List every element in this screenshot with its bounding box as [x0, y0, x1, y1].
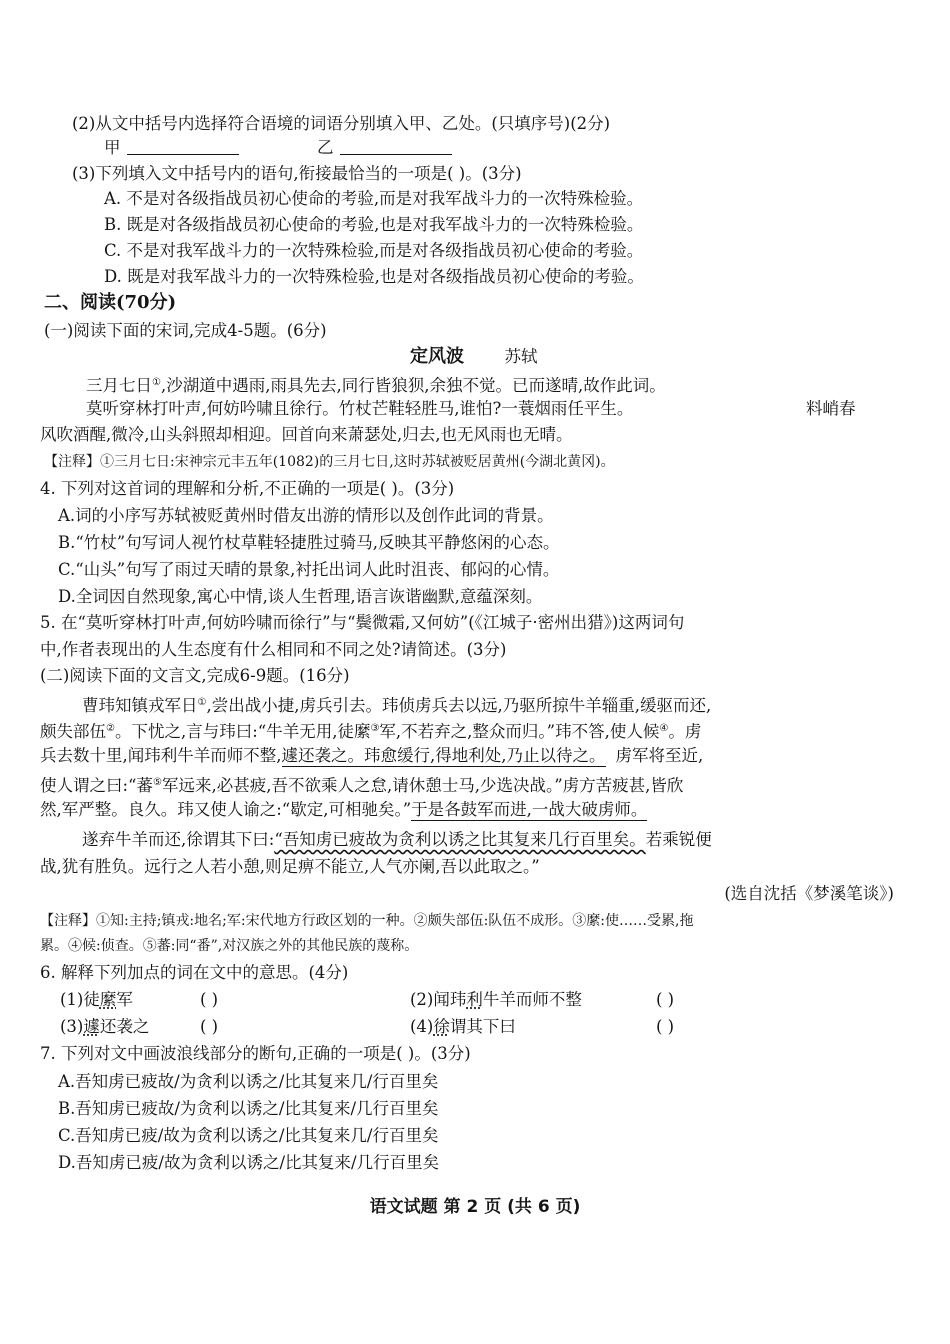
footnote-marker: ② — [106, 723, 115, 734]
poem-title: 定风波 — [410, 346, 464, 367]
classical-text-line-5 — [40, 799, 647, 821]
item-text: (4) — [410, 1017, 434, 1036]
classical-note-line-1: 【注释】①知:主持;镇戎:地名;军:宋代地方行政区划的一种。②颇失部伍:队伍不成形。③縻:使……受累,拖 — [40, 913, 694, 929]
footnote-marker: ④ — [659, 723, 669, 734]
text-source: (选自沈括《梦溪笔谈》) — [724, 884, 894, 903]
fill-blanks-row — [104, 137, 452, 159]
underlined-sentence: 于是各鼓军而进,一战大破虏师。 — [411, 800, 648, 819]
question-3-3: (3)下列填入文中括号内的语句,衔接最恰当的一项是( )。(3分) — [72, 164, 522, 183]
question-3-2: (2)从文中括号内选择符合语境的词语分别填入甲、乙处。(只填序号)(2分) — [72, 114, 611, 133]
text-segment: 。虏 — [668, 722, 702, 741]
question-5-line-1: 5. 在“莫听穿林打叶声,何妨吟啸而徐行”与“鬓微霜,又何妨”(《江城子·密州出猎》)这两词句 — [40, 613, 685, 632]
q6-item-4-answer[interactable]: ( ) — [656, 1017, 675, 1036]
q6-item-1-answer[interactable]: ( ) — [200, 990, 219, 1009]
blank-yi-line[interactable] — [340, 138, 452, 155]
q6-item-2 — [410, 989, 582, 1011]
preface-text: ,沙湖道中遇雨,雨具先去,同行皆狼狈,余独不觉。已而遂晴,故作此词。 — [160, 376, 666, 395]
blank-jia-label: 甲 — [104, 138, 121, 157]
footnote-marker: ① — [152, 377, 161, 388]
text-segment: 若乘锐便 — [645, 830, 712, 849]
classical-text-line-3 — [40, 745, 703, 767]
dotted-word: 徐 — [433, 1017, 450, 1036]
q4-option-a: A.词的小序写苏轼被贬黄州时借友出游的情形以及创作此词的背景。 — [58, 506, 554, 525]
poem-line-1: 莫听穿林打叶声,何妨吟啸且徐行。竹杖芒鞋轻胜马,谁怕?一蓑烟雨任平生。 — [86, 399, 634, 418]
item-text: (2)闻玮 — [410, 990, 467, 1009]
poem-note: 【注释】①三月七日:宋神宗元丰五年(1082)的三月七日,这时苏轼被贬居黄州(今湖北黄冈)。 — [44, 454, 615, 470]
classical-text-line-2 — [40, 718, 701, 743]
footnote-marker: ⑤ — [153, 777, 162, 788]
q4-option-c: C.“山头”句写了雨过天晴的景象,衬托出词人此时沮丧、郁闷的心情。 — [58, 560, 560, 579]
q3-option-d: D. 既是对我军战斗力的一次特殊检验,也是对各级指战员初心使命的考验。 — [104, 267, 644, 286]
text-segment: 颇失部伍 — [40, 722, 106, 741]
q7-option-a: A.吾知虏已疲故/为贪利以诱之/比其复来几/行百里矣 — [58, 1072, 439, 1091]
footnote-marker: ③ — [370, 723, 380, 734]
q6-item-3 — [60, 1016, 149, 1038]
preface-text: 三月七日 — [86, 376, 152, 395]
question-7: 7. 下列对文中画波浪线部分的断句,正确的一项是( )。(3分) — [40, 1044, 471, 1063]
q3-option-b: B. 既是对各级指战员初心使命的考验,也是对我军战斗力的一次特殊检验。 — [104, 215, 644, 234]
underlined-sentence: 遽还袭之。玮愈缓行,得地利处,乃止以待之。 — [281, 746, 606, 765]
poem-line-2: 风吹酒醒,微冷,山头斜照却相迎。回首向来萧瑟处,归去,也无风雨也无晴。 — [40, 425, 573, 444]
text-segment: 然,军严整。良久。玮又使人谕之:“歇定,可相驰矣。” — [40, 800, 412, 819]
blank-jia-line[interactable] — [127, 138, 239, 155]
wavy-underlined-sentence: “吾知虏已疲故为贪利以诱之比其复来几行百里矣。 — [274, 830, 646, 849]
text-segment: 兵去数十里,闻玮利牛羊而师不整, — [40, 746, 282, 765]
q6-item-4 — [410, 1016, 516, 1038]
text-segment: 军远来,必甚疲,吾不欲乘人之怠,请休憩士马,少选决战。”虏方苦疲甚,皆欣 — [161, 776, 684, 795]
text-segment: ,尝出战小捷,虏兵引去。玮侦虏兵去以远,乃驱所掠牛羊辎重,缓驱而还, — [206, 696, 712, 715]
item-text: 牛羊而师不整 — [482, 990, 582, 1009]
classical-text-line-4 — [40, 772, 683, 797]
q4-option-b: B.“竹杖”句写词人视竹杖草鞋轻捷胜过骑马,反映其平静悠闲的心态。 — [58, 533, 560, 552]
text-segment: 虏军将至近, — [615, 746, 704, 765]
text-segment: 。下忧之,言与玮曰:“牛羊无用,徒縻 — [114, 722, 371, 741]
item-text: (3) — [60, 1017, 84, 1036]
classical-text-line-6 — [82, 829, 712, 851]
q6-item-2-answer[interactable]: ( ) — [656, 990, 675, 1009]
poem-title-row — [410, 346, 538, 368]
classical-text-line-7: 战,犹有胜负。远行之人若小憩,则足痹不能立,人气亦阑,吾以此取之。” — [40, 857, 540, 876]
text-segment: 军,不若弃之,整众而归。”玮不答,使人候 — [379, 722, 660, 741]
dotted-word: 遽 — [83, 1017, 100, 1036]
question-6: 6. 解释下列加点的词在文中的意思。(4分) — [40, 963, 349, 982]
blank-yi-label: 乙 — [317, 138, 334, 157]
poem-preface — [86, 372, 666, 397]
question-4: 4. 下列对这首词的理解和分析,不正确的一项是( )。(3分) — [40, 479, 455, 498]
q3-option-c: C. 不是对我军战斗力的一次特殊检验,而是对各级指战员初心使命的考验。 — [104, 241, 644, 260]
question-5-line-2: 中,作者表现出的人生态度有什么相同和不同之处?请简述。(3分) — [40, 640, 507, 659]
text-segment: 使人谓之曰:“蕃 — [40, 776, 153, 795]
q3-option-a: A. 不是对各级指战员初心使命的考验,而是对我军战斗力的一次特殊检验。 — [104, 189, 644, 208]
text-segment: 曹玮知镇戎军日 — [82, 696, 198, 715]
q7-option-c: C.吾知虏已疲/故为贪利以诱之/比其复来几/行百里矣 — [58, 1126, 439, 1145]
page-footer: 语文试题 第 2 页 (共 6 页) — [369, 1197, 581, 1217]
item-text: 军 — [116, 990, 133, 1009]
q6-item-1 — [60, 989, 133, 1011]
q6-item-3-answer[interactable]: ( ) — [200, 1017, 219, 1036]
classical-note-line-2: 累。④候:侦查。⑤蕃:同“番”,对汉族之外的其他民族的蔑称。 — [40, 938, 419, 954]
classical-text-line-1 — [82, 692, 711, 717]
part-1-heading: (一)阅读下面的宋词,完成4-5题。(6分) — [44, 321, 327, 340]
part-2-heading: (二)阅读下面的文言文,完成6-9题。(16分) — [40, 666, 350, 685]
q7-option-b: B.吾知虏已疲故/为贪利以诱之/比其复来/几行百里矣 — [58, 1099, 439, 1118]
q7-option-d: D.吾知虏已疲/故为贪利以诱之/比其复来/几行百里矣 — [58, 1153, 440, 1172]
footnote-marker: ① — [197, 697, 207, 708]
item-text: (1)徒 — [60, 990, 100, 1009]
dotted-word: 縻 — [99, 990, 117, 1009]
item-text: 谓其下曰 — [449, 1017, 516, 1036]
section-2-heading: 二、阅读(70分) — [44, 292, 177, 313]
item-text: 还袭之 — [99, 1017, 150, 1036]
text-segment: 遂弃牛羊而还,徐谓其下曰: — [82, 830, 275, 849]
poem-line-1-end: 料峭春 — [806, 399, 856, 418]
dotted-word: 利 — [466, 990, 483, 1009]
poem-author: 苏轼 — [504, 347, 538, 366]
q4-option-d: D.全词因自然现象,寓心中情,谈人生哲理,语言诙谐幽默,意蕴深刻。 — [58, 587, 543, 606]
